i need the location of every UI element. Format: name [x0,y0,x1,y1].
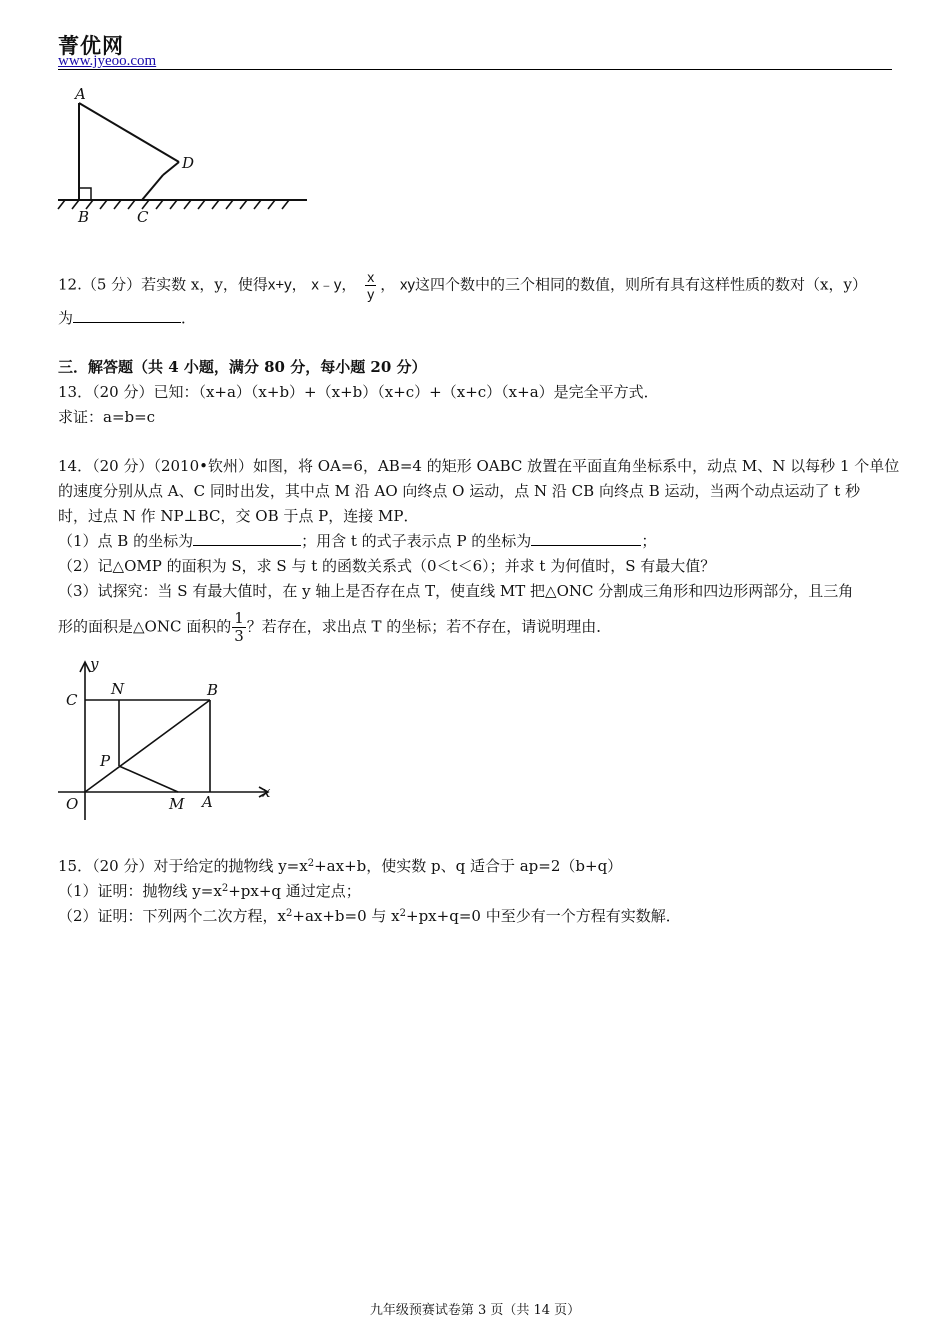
q14-line2: 的速度分别从点 A、C 同时出发，其中点 M 沿 AO 向终点 O 运动，点 N 沿 CB 向终点 B 运动，当两个动点运动了 t 秒 [58,482,861,500]
q12-suffix: 这四个数中的三个相同的数值，则所有具有这样性质的数对（x，y） [415,275,867,294]
site-logo: 菁优网 [58,34,124,58]
q12-fraction [365,269,376,302]
header-rule [58,69,892,70]
q12-answer-blank[interactable] [73,308,181,323]
q15-line3-c: +px+q=0 中至少有一个方程有实数解． [406,907,681,925]
q12-line2-prefix: 为 [58,309,74,327]
hatch-mark [100,200,107,209]
hatch-mark [58,200,65,209]
label-C2: C [66,691,78,709]
q12-expr4: xy [400,276,416,294]
hatch-mark [268,200,275,209]
hatch-mark [114,200,121,209]
q12-prefix: 12.（5 分）若实数 x，y，使得 [58,275,268,294]
label-M: M [169,795,185,813]
q13-line2: 求证：a=b=c [58,408,156,426]
q15-line1-a: 15．（20 分）对于给定的抛物线 y=x [58,857,308,875]
label-A2: A [202,793,213,811]
figure-triangle-quadrilateral [55,84,315,229]
q15-line3-sup1: 2 [286,908,293,919]
label-y: y [90,655,99,673]
q14-line5: （2）记△OMP 的面积为 S，求 S 与 t 的函数关系式（0＜t＜6）；并求 t 为何值时，S 有最大值？ [58,557,716,575]
hatch-mark [282,200,289,209]
q12-line2-suffix: ． [181,309,197,327]
ground-hatching [58,200,289,209]
q12-expr1: x+y， [267,276,307,294]
q15-line3-a: （2）证明：下列两个二次方程，x [58,907,287,925]
hatch-mark [156,200,163,209]
hatch-mark [170,200,177,209]
q14-blank-p[interactable] [531,531,641,546]
site-link[interactable]: www.jyeoo.com [58,53,157,69]
label-A: A [75,85,86,103]
q14-blank-b[interactable] [193,531,301,546]
figure-coordinate-rectangle [55,655,280,825]
q15-line3 [58,906,681,926]
q15-line1 [58,856,622,876]
page-footer: 九年级预赛试卷第 3 页（共 14 页） [369,1303,581,1318]
hatch-mark [128,200,135,209]
hatch-mark [198,200,205,209]
hatch-mark [212,200,219,209]
label-N: N [111,680,125,698]
q14-line1: 14．（20 分）（2010•钦州）如图，将 OA=6，AB=4 的矩形 OABC 放置在平面直角坐标系中，动点 M、N 以每秒 1 个单位 [58,457,900,475]
q12-expr2: x﹣y， [311,276,357,294]
hatch-mark [226,200,233,209]
q14-part1-a: （1）点 B 的坐标为 [58,532,194,550]
q14-line7-b: ？若存在，求出点 T 的坐标；若不存在，请说明理由． [246,617,612,636]
q12-frac-num: x [367,269,375,285]
q14-line7 [58,610,611,645]
label-x: x [262,783,271,801]
q14-fraction [232,610,246,645]
label-D: D [182,154,195,172]
hatch-mark [184,200,191,209]
q15-line2-a: （1）证明：抛物线 y=x [58,882,222,900]
q14-line4 [58,531,656,551]
q15-line1-b: +ax+b，使实数 p、q 适合于 ap=2（b+q） [314,857,623,875]
q15-line2 [58,881,361,901]
q14-part1-b: ；用含 t 的式子表示点 P 的坐标为 [301,532,532,550]
q12-frac-den: y [367,286,375,302]
q15-line3-b: +ax+b=0 与 x [292,907,400,925]
q12-line1 [58,269,867,302]
section3-title: 三．解答题（共 4 小题，满分 80 分，每小题 20 分） [58,358,427,376]
q14-part1-c: ； [641,532,657,550]
hatch-mark [254,200,261,209]
q14-line7-a: 形的面积是△ONC 面积的 [58,617,232,636]
q15-line1-sup: 2 [307,858,315,869]
label-B2: B [207,681,219,699]
q15-line2-b: +px+q 通过定点； [228,882,361,900]
label-P: P [100,752,111,770]
q12-expr3: ， [380,275,396,294]
q15-line3-sup2: 2 [399,908,407,919]
q14-line6: （3）试探究：当 S 有最大值时，在 y 轴上是否存在点 T，使直线 MT 把△ONC 分割成三角形和四边形两部分，且三角 [58,582,854,600]
q14-line3: 时，过点 N 作 NP⊥BC，交 OB 于点 P，连接 MP． [58,507,419,525]
label-B: B [78,208,90,226]
q13-line1: 13．（20 分）已知：（x+a）（x+b）+（x+b）（x+c）+（x+c）（x+a）是完全平方式． [58,383,659,401]
label-O: O [66,795,79,813]
q15-line2-sup: 2 [221,883,229,894]
q12-line2 [58,308,196,328]
q14-frac-den: 3 [234,627,244,645]
hatch-mark [240,200,247,209]
q14-frac-num: 1 [234,609,244,627]
label-C: C [137,208,149,226]
